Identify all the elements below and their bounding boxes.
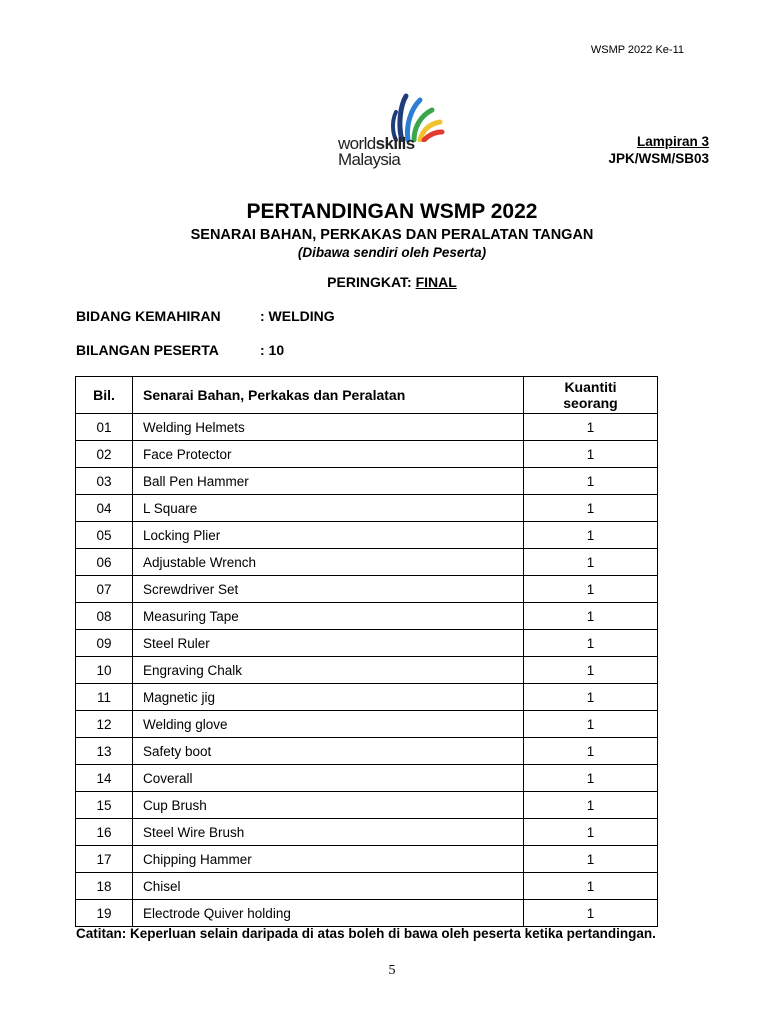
table-row (76, 576, 658, 603)
reference-block (608, 133, 709, 167)
field-label: BILANGAN PESERTA (76, 342, 219, 358)
page-subtitle: SENARAI BAHAN, PERKAKAS DAN PERALATAN TANGAN (190, 227, 594, 243)
cell-qty: 1 (524, 711, 658, 738)
table-body (76, 414, 658, 927)
table-row (76, 603, 658, 630)
header-qty-line2: seorang (563, 395, 618, 411)
worldskills-malaysia-logo (336, 92, 448, 178)
page-title: PERTANDINGAN WSMP 2022 (246, 200, 538, 223)
cell-qty: 1 (524, 738, 658, 765)
cell-name: Steel Ruler (133, 630, 524, 657)
table-header-row (76, 377, 658, 414)
cell-qty: 1 (524, 576, 658, 603)
table-row (76, 468, 658, 495)
cell-qty: 1 (524, 657, 658, 684)
cell-bil: 06 (76, 549, 133, 576)
cell-qty: 1 (524, 549, 658, 576)
cell-name: Chisel (133, 873, 524, 900)
cell-bil: 02 (76, 441, 133, 468)
table-row (76, 522, 658, 549)
header-bil: Bil. (76, 377, 133, 414)
peringkat-label: PERINGKAT: (327, 274, 416, 290)
cell-qty: 1 (524, 630, 658, 657)
cell-name: Engraving Chalk (133, 657, 524, 684)
header-name: Senarai Bahan, Perkakas dan Peralatan (133, 377, 524, 414)
cell-qty: 1 (524, 900, 658, 927)
cell-bil: 11 (76, 684, 133, 711)
cell-qty: 1 (524, 603, 658, 630)
table-row (76, 792, 658, 819)
catitan-note: Catitan: Keperluan selain daripada di atas boleh di bawa oleh peserta ketika pertandingan. (76, 926, 656, 941)
cell-name: Coverall (133, 765, 524, 792)
cell-bil: 18 (76, 873, 133, 900)
page-number: 5 (388, 963, 396, 978)
table-row (76, 549, 658, 576)
peringkat-value: FINAL (415, 274, 457, 290)
page-note: (Dibawa sendiri oleh Peserta) (297, 245, 487, 260)
cell-qty: 1 (524, 414, 658, 441)
lampiran-label: Lampiran 3 (636, 134, 709, 149)
cell-bil: 10 (76, 657, 133, 684)
cell-bil: 05 (76, 522, 133, 549)
header-qty-line1: Kuantiti (564, 379, 617, 395)
cell-qty: 1 (524, 522, 658, 549)
table-row (76, 495, 658, 522)
cell-bil: 19 (76, 900, 133, 927)
cell-bil: 01 (76, 414, 133, 441)
cell-qty: 1 (524, 765, 658, 792)
cell-bil: 13 (76, 738, 133, 765)
header-qty (524, 377, 658, 414)
table-row (76, 630, 658, 657)
cell-bil: 07 (76, 576, 133, 603)
cell-qty: 1 (524, 792, 658, 819)
items-table (75, 376, 658, 927)
table-row (76, 711, 658, 738)
cell-bil: 16 (76, 819, 133, 846)
table-row (76, 441, 658, 468)
cell-name: Adjustable Wrench (133, 549, 524, 576)
cell-name: Measuring Tape (133, 603, 524, 630)
cell-qty: 1 (524, 441, 658, 468)
table-row (76, 657, 658, 684)
table-row (76, 684, 658, 711)
cell-bil: 17 (76, 846, 133, 873)
table-row (76, 765, 658, 792)
logo-wordmark (338, 136, 415, 168)
cell-name: Welding glove (133, 711, 524, 738)
field-bilangan-peserta (76, 342, 284, 358)
logo-text-malaysia: Malaysia (338, 150, 401, 169)
cell-name: Chipping Hammer (133, 846, 524, 873)
reference-code: JPK/WSM/SB03 (608, 151, 709, 166)
cell-qty: 1 (524, 468, 658, 495)
cell-bil: 12 (76, 711, 133, 738)
cell-name: Safety boot (133, 738, 524, 765)
cell-name: Locking Plier (133, 522, 524, 549)
cell-name: L Square (133, 495, 524, 522)
field-value: : WELDING (260, 308, 335, 324)
cell-name: Screwdriver Set (133, 576, 524, 603)
cell-name: Ball Pen Hammer (133, 468, 524, 495)
logo-text-world: world (338, 134, 376, 153)
peringkat-line (0, 274, 768, 290)
cell-bil: 14 (76, 765, 133, 792)
table-row (76, 873, 658, 900)
logo-text-skills: skills (375, 134, 415, 153)
cell-name: Cup Brush (133, 792, 524, 819)
cell-name: Magnetic jig (133, 684, 524, 711)
cell-name: Face Protector (133, 441, 524, 468)
cell-bil: 03 (76, 468, 133, 495)
cell-name: Electrode Quiver holding (133, 900, 524, 927)
cell-qty: 1 (524, 873, 658, 900)
header-code: WSMP 2022 Ke-11 (590, 44, 684, 56)
cell-qty: 1 (524, 495, 658, 522)
cell-name: Steel Wire Brush (133, 819, 524, 846)
cell-bil: 04 (76, 495, 133, 522)
table-row (76, 900, 658, 927)
title-block (0, 198, 768, 261)
field-label: BIDANG KEMAHIRAN (76, 308, 221, 324)
cell-bil: 15 (76, 792, 133, 819)
cell-qty: 1 (524, 684, 658, 711)
cell-name: Welding Helmets (133, 414, 524, 441)
table-row (76, 819, 658, 846)
cell-qty: 1 (524, 819, 658, 846)
table-row (76, 846, 658, 873)
table-row (76, 738, 658, 765)
field-value: : 10 (260, 342, 285, 358)
cell-qty: 1 (524, 846, 658, 873)
cell-bil: 09 (76, 630, 133, 657)
field-bidang-kemahiran (76, 308, 335, 324)
table-row (76, 414, 658, 441)
cell-bil: 08 (76, 603, 133, 630)
